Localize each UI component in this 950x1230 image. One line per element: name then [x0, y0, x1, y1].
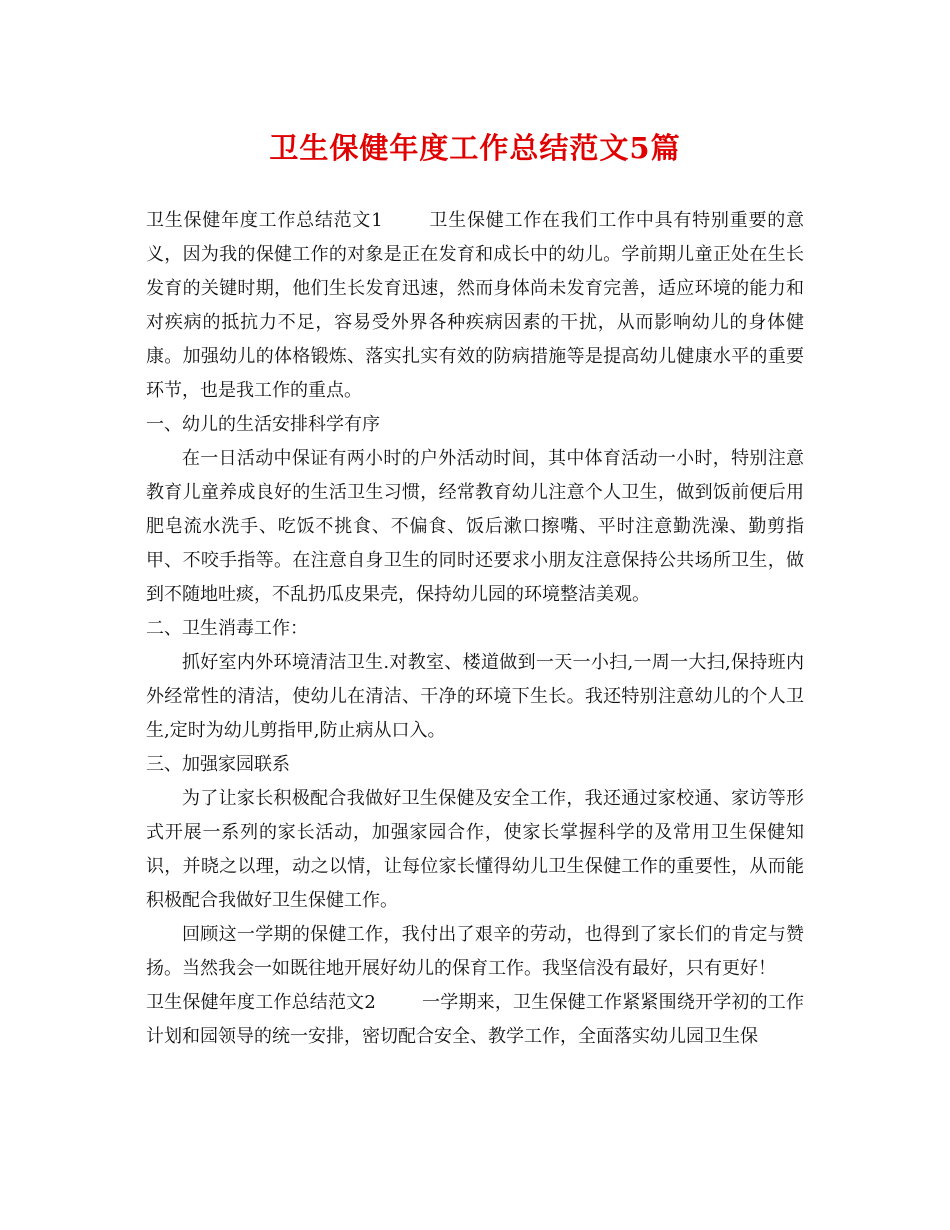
paragraph-1: 在一日活动中保证有两小时的户外活动时间，其中体育活动一小时，特别注意教育儿童养成良好的生活卫生习惯，经常教育幼儿注意个人卫生，做到饭前便后用肥皂流水洗手、吃饭不挑食、不偏食、饭后漱口擦嘴、平时注意勤洗澡、勤剪指甲、不咬手指等。在注意自身卫生的同时还要求小朋友注意保持公共场所卫生，做到不随地吐痰，不乱扔瓜皮果壳，保持幼儿园的环境整洁美观。	[146, 448, 804, 605]
section-1-label: 卫生保健年度工作总结范文1	[146, 210, 383, 231]
section-1-paragraph	[146, 204, 804, 408]
section-2-intro: 一学期来，卫生保健工作紧紧围绕开学初的工作计划和园领导的统一安排，密切配合安全、教学工作，全面落实幼儿园卫生保	[146, 992, 805, 1047]
heading-2: 二、卫生消毒工作：	[146, 618, 308, 639]
document-title: 卫生保健年度工作总结范文5篇	[269, 131, 681, 165]
paragraph-2: 抓好室内外环境清洁卫生.对教室、楼道做到一天一小扫,一周一大扫,保持班内外经常性的清洁，使幼儿在清洁、干净的环境下生长。我还特别注意幼儿的个人卫生,定时为幼儿剪指甲,防止病从口入。	[146, 652, 804, 741]
paragraph-4: 回顾这一学期的保健工作，我付出了艰辛的劳动，也得到了家长们的肯定与赞扬。当然我会一如既往地开展好幼儿的保育工作。我坚信没有最好，只有更好！	[146, 924, 804, 979]
document-body	[146, 204, 804, 1054]
heading-3: 三、加强家园联系	[146, 754, 290, 775]
section-2-label: 卫生保健年度工作总结范文2	[146, 992, 376, 1013]
paragraph-3: 为了让家长积极配合我做好卫生保健及安全工作，我还通过家校通、家访等形式开展一系列的家长活动，加强家园合作，使家长掌握科学的及常用卫生保健知识，并晓之以理，动之以情，让每位家长懂得幼儿卫生保健工作的重要性，从而能积极配合我做好卫生保健工作。	[146, 788, 804, 911]
heading-1: 一、幼儿的生活安排科学有序	[146, 414, 380, 435]
section-1-intro: 卫生保健工作在我们工作中具有特别重要的意义，因为我的保健工作的对象是正在发育和成长中的幼儿。学前期儿童正处在生长发育的关键时期，他们生长发育迅速，然而身体尚未发育完善，适应环境的能力和对疾病的抵抗力不足，容易受外界各种疾病因素的干扰，从而影响幼儿的身体健康。加强幼儿的体格锻炼、落实扎实有效的防病措施等是提高幼儿健康水平的重要环节，也是我工作的重点。	[146, 210, 804, 401]
section-2-paragraph	[146, 986, 804, 1054]
